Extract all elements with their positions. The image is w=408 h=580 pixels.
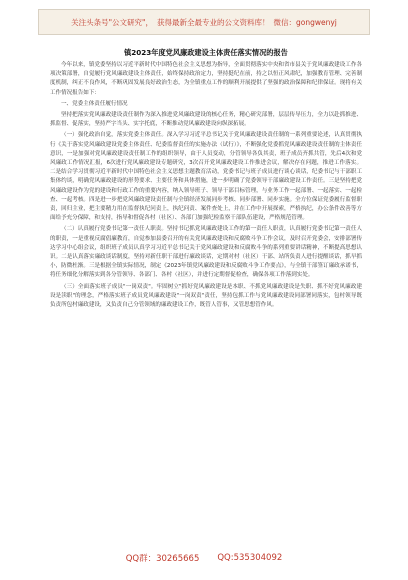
paragraph: 今年以来，镇党委坚持以习近平新时代中国特色社会主义思想为指导，全面贯彻落实中央和省市县关于党风廉政建设工作各项决策部署，自觉履行党风廉政建设主体责任，始终保持政治定力，坚持挺纪在前，持之以恒正风肃纪，加强教育管理、完善制度机制，纠正不良作风，不断巩固发展良好政治生态，为全镇重点工作的顺利开展提供了坚强的政治保障和纪律保证。现将有关工作情况报告如下： — [50, 62, 362, 96]
document-page — [50, 40, 362, 312]
contact-footer — [0, 548, 408, 568]
qq-text: QQ:535304092 — [217, 553, 283, 563]
promo-banner — [38, 9, 370, 35]
paragraph: 坚持把落实党风廉政建设责任制作为深入推进党风廉政建设的核心任务，精心研究部署，层层传导压力，全力以赴抓推进、抓监督、促落实，坚持严字当头、实字托底，不断推动党风廉政建设向纵深拓展。 — [50, 112, 362, 128]
section-heading: 一、党委主体责任履行情况 — [61, 100, 128, 107]
paragraph: （三）全面落实班子成员"一岗双责"。牢固树立"抓好党风廉政建设是本职、不抓党风廉政建设是失职、抓不好党风廉政建设是渎职"的理念，严格落实班子成员党风廉政建设"一岗双责"责任，坚持包抓工作与党风廉政建设同部署同落实，包村领导既负责所包村廉政建设，又负责自己分管领域的廉政建设工作，既管人管事，又管思想管作风。 — [50, 283, 362, 309]
document-title: 镇2023年度党风廉政建设主体责任落实情况的报告 — [124, 48, 288, 57]
banner-text-2: 获得最新全最专业的公文资料库！ — [157, 17, 270, 27]
paragraph: （一）强化政治自觉，落实党委主体责任。深入学习习近平总书记关于党风廉政建设责任制的一系列重要论述，认真贯彻执行《关于落实党风廉政建设党委主体责任、纪委监督责任的实施办法（试行）》，不断强化党委抓党风廉政建设责任制的主体责任意识，一是加强对党风廉政建设责任制工作的组织领导，由于人员变动，分管领导各负其责，班子成员齐抓共管，先后4次和党风廉政工作情况汇报，6次进行党风廉政建设专题研究，3次召开党风廉政建设工作推进会议，解决存在问题，推进工作落实。二是结合学习贯彻习近平新时代中国特色社会主义思想主题教育活动，党委书记与班子成员进行谈心谈话，纪委书记与干部职工集体约谈，明确党风廉政建设的形势要求、主要任务和具体措施，进一步明确了党委领导干部廉政建设工作责任。三是坚持把党风廉政建设作为党的建设和行政工作的重要内容，纳入领导班子、领导干部目标管理，与业务工作一起部署、一起落实、一起检查、一起考核。四是进一步把党风廉政建设责任制与全镇经济发展同步考核、同步部署、同步实施。全方位保证党委履行监督职责，回归主业，把主要精力用在监督执纪问责上，执纪问责、案件查处上，并在工作中开展探索，严格执纪，办公条件改善等方面给予充分保障，和支持，指导和督促各村（社区）、各部门加强纪检监察干部队伍建设，严格规范管理。 — [50, 132, 362, 222]
banner-text-1: 关注头条号"公文研究"， — [71, 17, 153, 27]
paragraph: （二）认真履行党委书记第一责任人职责。坚持书记抓党风廉政建设工作的第一责任人职责，认真履行党委书记第一责任人的职责，一是重视反腐倡廉教育，自觉参加县委召开的有关党风廉政建设和反腐败斗争工作会议，及时召开党委会，安排部署传达学习中心组会议，组织班子成员认真学习习近平总书记关于党风廉政建设和反腐败斗争的系列重要讲话精神，不断提高思想认识。二是认真落实廉政谈话制度，坚持对新任职干部进行廉政谈话，定期对村（社区）干部、站所负责人进行提醒谈话，抓早抓小，防微杜渐。三是根据全镇实际情况，制定《2023年镇党风廉政建设和反腐败斗争工作要点》，与全镇干部签订廉政承诺书，将任务细化分解落实到各分管领导、各部门、各村（社区），并进行定期督促检查，确保各项工作落到实处。 — [50, 226, 362, 279]
banner-text-3: 微信：gongwenyj — [273, 17, 337, 27]
qq-group-text: QQ群：30265665 — [125, 554, 200, 564]
